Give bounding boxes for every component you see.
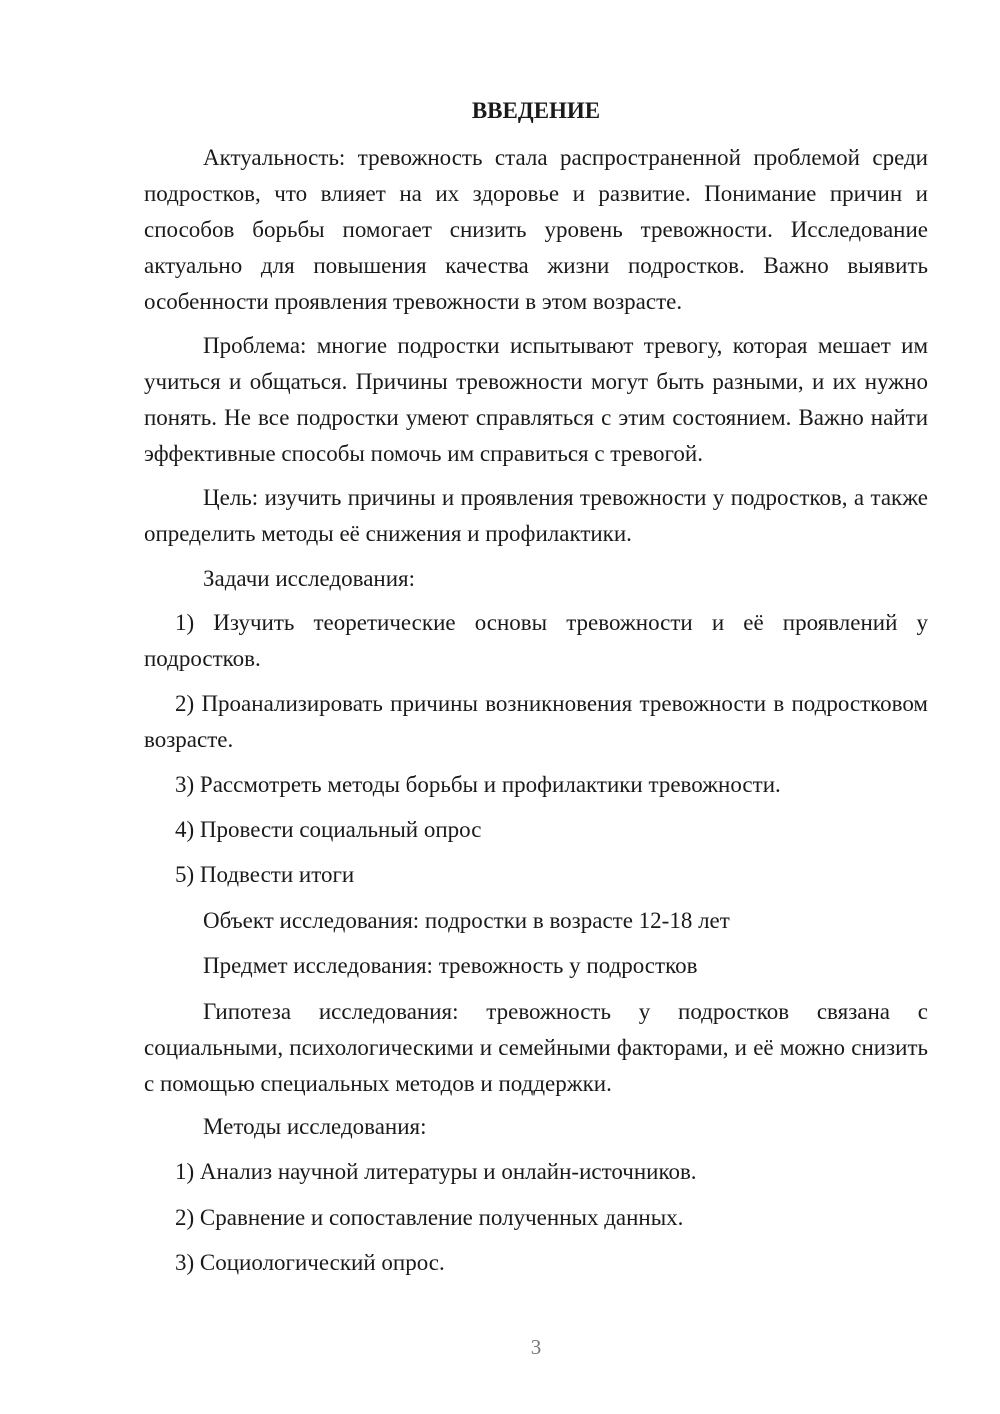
subject-line: Предмет исследования: тревожность у подростков [203, 953, 698, 978]
method-item: 1) Анализ научной литературы и онлайн-источников. [175, 1159, 697, 1184]
task-item: 1) Изучить теоретические основы тревожности и её проявлений у подростков. [144, 610, 928, 671]
tasks-heading: Задачи исследования: [203, 566, 416, 591]
object-line: Объект исследования: подростки в возрасте 12-18 лет [203, 908, 730, 933]
task-item: 5) Подвести итоги [175, 862, 355, 887]
task-item: 3) Рассмотреть методы борьбы и профилактики тревожности. [175, 772, 781, 797]
goal-paragraph: Цель: изучить причины и проявления тревожности у подростков, а также определить методы её снижения и профилактики. [144, 485, 928, 546]
page-number: 3 [530, 1335, 542, 1359]
method-item: 2) Сравнение и сопоставление полученных данных. [175, 1205, 684, 1230]
task-item: 2) Проанализировать причины возникновения тревожности в подростковом возрасте. [144, 691, 928, 752]
relevance-paragraph: Актуальность: тревожность стала распространенной проблемой среди подростков, что влияет на их здоровье и развитие. Понимание причин и способов борьбы помогает снизить уровень тревожности. Исследование актуально для повышения качества жизни подростков. Важно выявить особенности проявления тревожности в этом возрасте. [144, 145, 928, 314]
problem-paragraph: Проблема: многие подростки испытывают тревогу, которая мешает им учиться и общаться. Причины тревожности могут быть разными, и их нужно понять. Не все подростки умеют справляться с этим состоянием. Важно найти эффективные способы помочь им справиться с тревогой. [144, 333, 928, 466]
hypothesis-paragraph: Гипотеза исследования: тревожность у подростков связана с социальными, психологическими и семейными факторами, и её можно снизить с помощью специальных методов и поддержки. [144, 999, 928, 1096]
methods-heading: Методы исследования: [203, 1114, 427, 1139]
section-heading: ВВЕДЕНИЕ [471, 98, 601, 123]
method-item: 3) Социологический опрос. [175, 1250, 445, 1275]
task-item: 4) Провести социальный опрос [175, 817, 482, 842]
